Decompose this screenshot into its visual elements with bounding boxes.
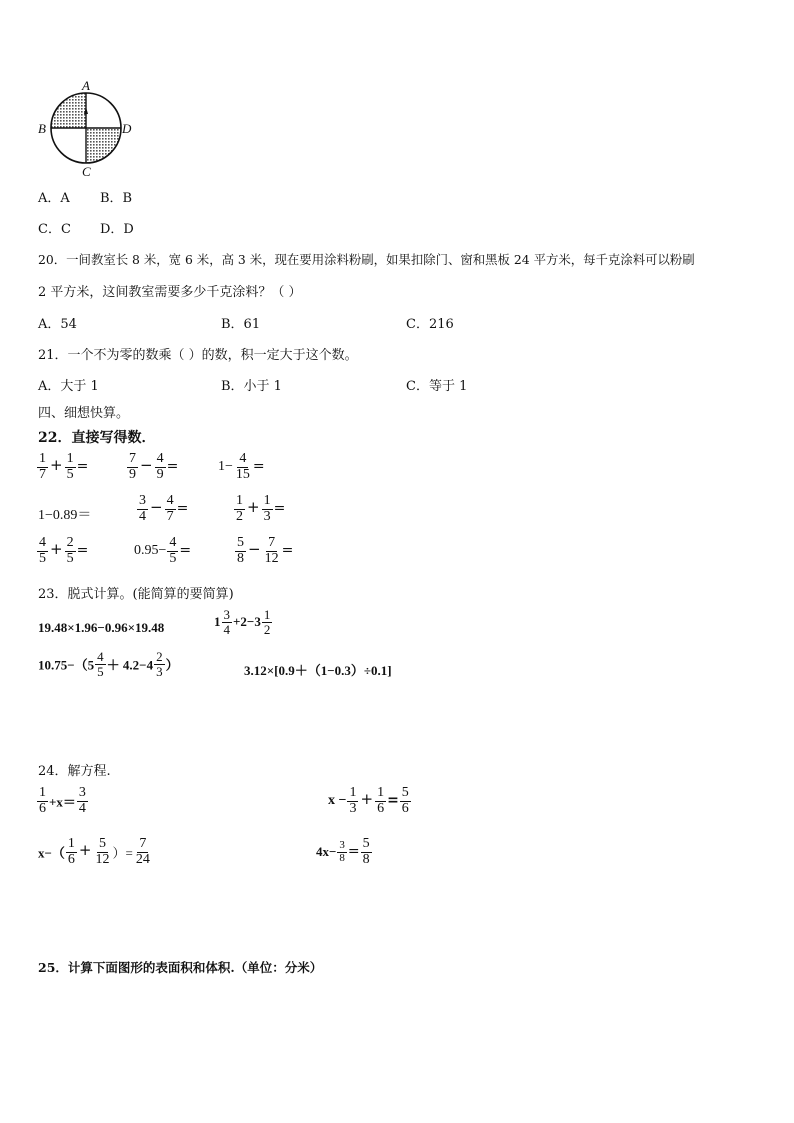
q20-stem-line1: 20．一间教室长 8 米，宽 6 米，高 3 米，现在要用涂料粉刷，如果扣除门、窗和黑板 24 平方米，每千克涂料可以粉刷 [38,252,695,267]
q22-r3-e3: $\frac{5}{8}$ − $\frac{7}{12}$ = [237,535,294,566]
q20-option-a: A．54 [38,317,77,332]
q23-e1: 19.48×1.96−0.96×19.48 [38,620,165,635]
q24-e2: x − $\frac{1}{3}$ + $\frac{1}{6}$ = $\frac{5}{6}$ [328,785,409,816]
label-d: D [122,121,132,136]
q24-e1: $\frac{1}{6}$ +x＝ $\frac{3}{4}$ [39,785,86,816]
q24-e3: x−（ $\frac{1}{6}$ + $\frac{5}{12}$ ）= $\frac{7}{24}$ [38,836,150,867]
label-a: A [82,78,90,93]
q22-r1-e3: 1− $\frac{4}{15}$ = [218,451,265,482]
q20-option-b: B．61 [221,317,261,332]
q22-r2-e1: 1−0.89＝ [38,508,92,523]
q22-r3-e1: $\frac{4}{5}$ + $\frac{2}{5}$ = [39,535,89,566]
q19-option-b: B．B [100,191,133,206]
q24-title: 24．解方程. [38,764,111,779]
q22-r2-e3: $\frac{1}{2}$ + $\frac{1}{3}$ = [236,493,286,524]
q19-option-c: C．C [38,222,71,237]
q21-option-b: B．小于 1 [221,379,282,394]
q22-r3-e2: 0.95− $\frac{4}{5}$ = [134,535,192,566]
label-c: C [82,164,91,179]
q22-title: 22．直接写得数． [38,430,156,446]
q25-title: 25．计算下面图形的表面积和体积.（单位：分米） [38,960,323,975]
q21-option-c: C．等于 1 [406,379,468,394]
q22-r1-e2: $\frac{7}{9}$ − $\frac{4}{9}$ = [129,451,179,482]
q23-e2: 1 $\frac{3}{4}$ +2−3 $\frac{1}{2}$ [214,607,271,637]
q24-e4: 4x− $\frac{3}{8}$ = $\frac{5}{8}$ [316,836,370,867]
q23-e3: 10.75−（5 $\frac{4}{5}$ ＋ 4.2−4 $\frac{2}{3}$ ） [38,649,179,679]
q19-option-d: D．D [100,222,134,237]
q20-stem-line2: 2 平方米，这间教室需要多少千克涂料？（ ） [38,285,302,300]
q23-e4: 3.12×[0.9＋（1−0.3）÷0.1] [244,663,392,678]
q19-option-a: A．A [38,191,70,206]
label-b: B [38,121,46,136]
q21-option-a: A．大于 1 [38,379,99,394]
q20-option-c: C．216 [406,317,454,332]
section-title: 四、细想快算。 [38,406,130,421]
q21-stem: 21．一个不为零的数乘（ ）的数，积一定大于这个数。 [38,348,358,363]
q22-r1-e1: $\frac{1}{7}$ + $\frac{1}{5}$ = [39,451,89,482]
q23-title: 23．脱式计算。(能简算的要简算) [38,587,234,602]
q22-r2-e2: $\frac{3}{4}$ − $\frac{4}{7}$ = [139,493,189,524]
